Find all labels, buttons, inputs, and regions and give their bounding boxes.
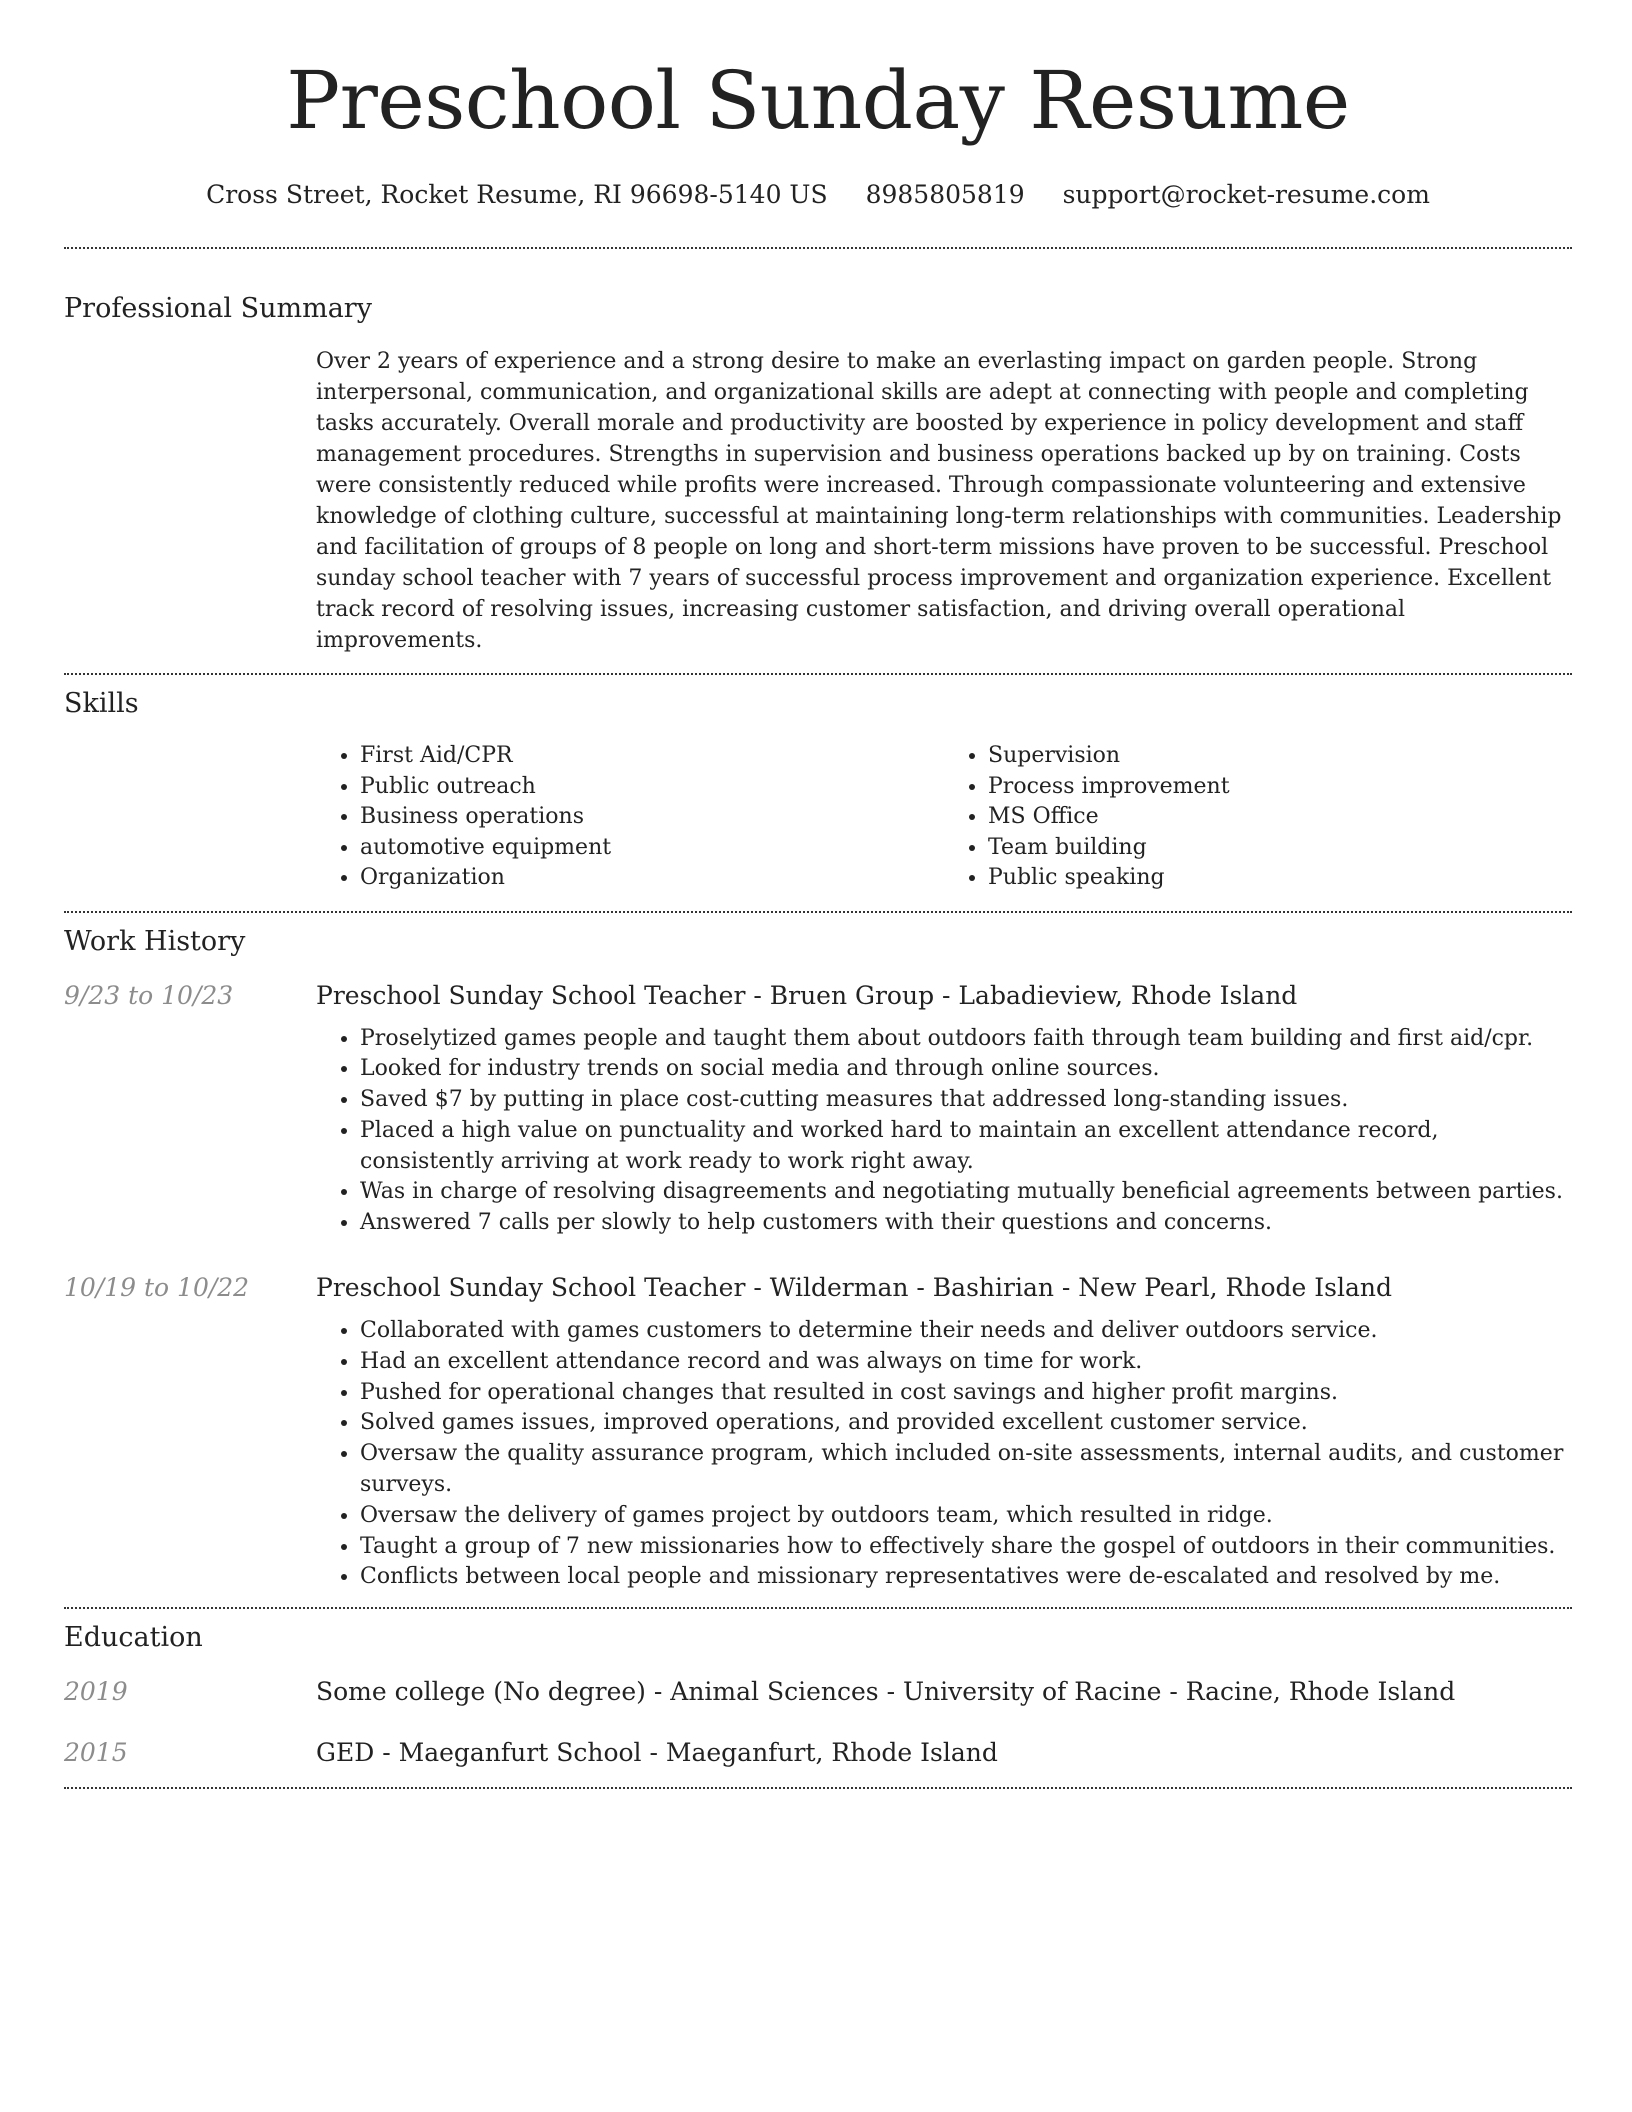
job-bullet: • Collaborated with games customers to determine their needs and deliver outdoors service. bbox=[360, 1316, 1572, 1347]
skill-item: • First Aid/CPR bbox=[360, 741, 944, 772]
job-title: Preschool Sunday School Teacher - Wilderman - Bashirian - New Pearl, Rhode Island bbox=[316, 1273, 1392, 1303]
job-bullet: • Saved $7 by putting in place cost-cutting measures that addressed long-standing issues. bbox=[360, 1085, 1572, 1116]
work-heading: Work History bbox=[64, 925, 246, 957]
job-bullet: • Oversaw the quality assurance program, which included on-site assessments, internal audits, and customer surveys. bbox=[360, 1439, 1572, 1501]
divider bbox=[64, 673, 1572, 675]
skill-item: • Process improvement bbox=[988, 772, 1572, 803]
job-bullet: • Solved games issues, improved operations, and provided excellent customer service. bbox=[360, 1408, 1572, 1439]
divider bbox=[64, 911, 1572, 913]
job-dates: 10/19 to 10/22 bbox=[64, 1273, 250, 1303]
divider bbox=[64, 1607, 1572, 1609]
skills-column-right bbox=[944, 741, 1572, 894]
contact-address: Cross Street, Rocket Resume, RI 96698-5140 US bbox=[206, 180, 828, 209]
job-dates: 9/23 to 10/23 bbox=[64, 980, 234, 1010]
divider bbox=[64, 1787, 1572, 1789]
job-entry bbox=[64, 981, 1572, 1240]
job-bullet: • Answered 7 calls per slowly to help customers with their questions and concerns. bbox=[360, 1208, 1572, 1239]
resume-name: Preschool Sunday Resume bbox=[286, 54, 1350, 147]
summary-section bbox=[316, 346, 1572, 656]
contact-phone: 8985805819 bbox=[865, 180, 1025, 209]
contact-line bbox=[64, 178, 1572, 212]
contact-email: support@rocket-resume.com bbox=[1062, 180, 1430, 209]
skills-list bbox=[316, 741, 1572, 894]
education-year: 2015 bbox=[64, 1738, 128, 1768]
job-title: Preschool Sunday School Teacher - Bruen Group - Labadieview, Rhode Island bbox=[316, 980, 1298, 1010]
summary-text: Over 2 years of experience and a strong desire to make an everlasting impact on garden people. Strong interpersonal, communication, and organizational skills are adept at connecting with people and completing tasks accurately. Overall morale and productivity are boosted by experience in policy development and staff management procedures. Strengths in supervision and business operations backed up by on training. Costs were consistently reduced while profits were increased. Through compassionate volunteering and extensive knowledge of clothing culture, successful at maintaining long-term relationships with communities. Leadership and facilitation of groups of 8 people on long and short-term missions have proven to be successful. Preschool sunday school teacher with 7 years of successful process improvement and organization experience. Excellent track record of resolving issues, increasing customer satisfaction, and driving overall operational improvements. bbox=[316, 349, 1562, 653]
skill-item: • Public speaking bbox=[988, 863, 1572, 894]
job-entry bbox=[64, 1273, 1572, 1593]
job-bullets bbox=[316, 1024, 1572, 1240]
job-bullet: • Placed a high value on punctuality and worked hard to maintain an excellent attendance record, consistently arriving at work ready to work right away. bbox=[360, 1116, 1572, 1178]
skill-item: • Business operations bbox=[360, 802, 944, 833]
job-header bbox=[64, 1273, 1572, 1302]
education-text: Some college (No degree) - Animal Sciences - University of Racine - Racine, Rhode Island bbox=[316, 1677, 1456, 1707]
education-heading: Education bbox=[64, 1622, 203, 1654]
skill-item: • Supervision bbox=[988, 741, 1572, 772]
skill-item: • MS Office bbox=[988, 802, 1572, 833]
resume-page bbox=[64, 0, 1572, 1789]
summary-heading: Professional Summary bbox=[64, 293, 372, 324]
job-bullet: • Pushed for operational changes that resulted in cost savings and higher profit margins. bbox=[360, 1378, 1572, 1409]
skill-item: • Organization bbox=[360, 863, 944, 894]
education-year: 2019 bbox=[64, 1677, 128, 1707]
job-bullet: • Proselytized games people and taught them about outdoors faith through team building and first aid/cpr. bbox=[360, 1024, 1572, 1055]
job-bullet: • Taught a group of 7 new missionaries how to effectively share the gospel of outdoors in their communities. bbox=[360, 1532, 1572, 1563]
job-bullet: • Was in charge of resolving disagreements and negotiating mutually beneficial agreements between parties. bbox=[360, 1177, 1572, 1208]
education-item bbox=[64, 1677, 1572, 1706]
job-bullet: • Oversaw the delivery of games project by outdoors team, which resulted in ridge. bbox=[360, 1501, 1572, 1532]
skill-item: • automotive equipment bbox=[360, 833, 944, 864]
education-item bbox=[64, 1738, 1572, 1767]
job-bullets-wrap bbox=[316, 1316, 1572, 1593]
job-bullet: • Looked for industry trends on social media and through online sources. bbox=[360, 1054, 1572, 1085]
skill-item: • Public outreach bbox=[360, 772, 944, 803]
job-bullets-wrap bbox=[316, 1024, 1572, 1240]
education-text: GED - Maeganfurt School - Maeganfurt, Rhode Island bbox=[316, 1738, 998, 1768]
skill-item: • Team building bbox=[988, 833, 1572, 864]
divider bbox=[64, 247, 1572, 249]
skills-column-left bbox=[316, 741, 944, 894]
job-bullet: • Conflicts between local people and missionary representatives were de-escalated and resolved by me. bbox=[360, 1562, 1572, 1593]
job-header bbox=[64, 981, 1572, 1010]
job-bullets bbox=[316, 1316, 1572, 1593]
skills-heading: Skills bbox=[64, 688, 139, 719]
job-bullet: • Had an excellent attendance record and was always on time for work. bbox=[360, 1347, 1572, 1378]
